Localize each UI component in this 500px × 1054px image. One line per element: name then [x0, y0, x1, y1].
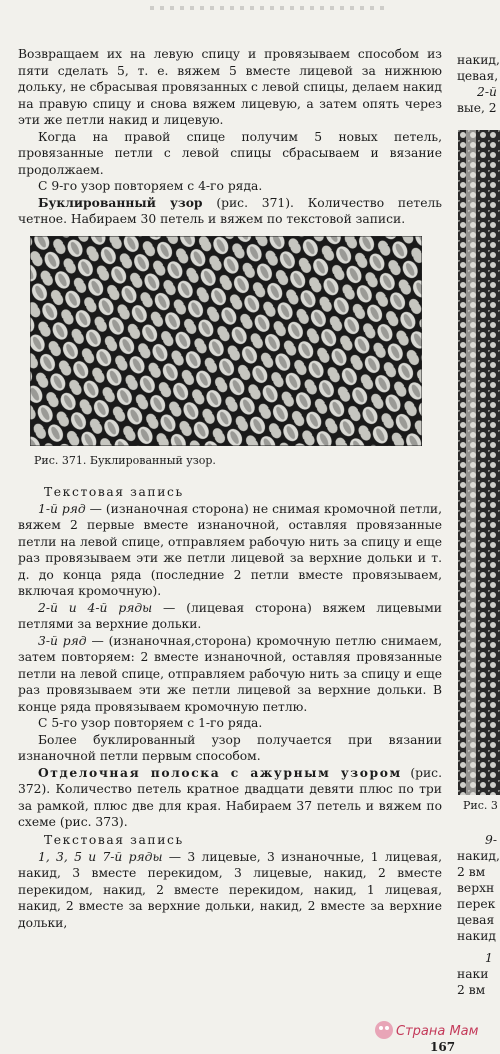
right-line-9: перек — [457, 897, 496, 911]
row-1-instruction — [18, 501, 442, 600]
row-3-label: 3-й ряд — [38, 633, 87, 648]
row-2-4-instruction — [18, 600, 442, 633]
page-number: 167 — [430, 1040, 456, 1054]
paragraph-more-boucle: Более буклированный узор получается при вязании изнаночной петли первым способом. — [18, 732, 442, 763]
figure-371-caption: Рис. 371. Буклированный узор. — [34, 453, 216, 467]
rows-1-3-5-7-instruction — [18, 849, 442, 932]
paragraph-return-stitches: Возвращаем их на левую спицу и провязываем способом из пяти сделать 5, т. е. вяжем 5 вместе лицевой за нижнюю дольку, не сбрасывая провязанных с левой спицы, делаем накид на правую спицу и снова вяжем лицевую, а затем опять через эти же петли накид и лицевую. — [18, 47, 442, 127]
knit-texture-image — [30, 236, 422, 446]
right-line-13: наки — [457, 967, 489, 981]
watermark-text: Страна Мам — [396, 1024, 479, 1039]
rows-1-3-5-7-text: — 3 лицевые, 3 изнаночные, 1 лицевая, накид, 3 вместе перекидом, 3 лицевые, накид, 2 вместе перекидом, накид, 2 вместе перекидом, накид, 1 лицевая, накид, 2 вместе за верхние дольки, накид, 2 вместе за верхние дольки, — [18, 849, 442, 930]
row-2-4-label: 2-й и 4-й ряды — [38, 600, 153, 615]
boucle-pattern-desc: (рис. 371). Количество петель четное. Набираем 30 петель и вяжем по текстовой записи. — [18, 195, 442, 226]
paragraph-new-loops: Когда на правой спице получим 5 новых петель, провязанные петли с левой спицы сбрасываем и вязание продолжаем. — [18, 129, 442, 177]
paragraph-repeat-from-4: С 9-го узор повторяем с 4-го ряда. — [38, 179, 263, 193]
trim-strip-desc: (рис. 372). Количество петель кратное двадцати девяти плюс по три за рамкой, плюс две для края. Набираем 37 петель и вяжем по схеме (рис. 373). — [18, 765, 442, 829]
figure-371-photo — [30, 236, 422, 446]
boucle-pattern-title: Буклированный узор — [38, 194, 203, 210]
bleed-through-pattern — [0, 0, 440, 40]
section-heading-text-record-2: Текстовая запись — [44, 832, 184, 847]
row-3-instruction — [18, 633, 442, 716]
watermark-logo — [370, 1014, 492, 1046]
adjacent-page-edge — [443, 0, 500, 1054]
right-line-8: верхн — [457, 881, 495, 895]
trim-strip-title: Отделочная полоска с ажурным узором — [38, 764, 402, 780]
row-3-text: — (изнаночная,сторона) кромочную петлю снимаем, затем повторяем: 2 вместе изнаночной, оставляя провязанные петли на левой спице, отправляем рабочую нить за спицу и еще раз провязываем эти же петли лицевой за верхние дольки. В конце ряда провязываем кромочную петлю. — [18, 633, 442, 714]
right-line-6: накид, — [457, 849, 500, 863]
row-1-label: 1-й ряд — [38, 501, 86, 516]
right-line-1: накид, — [457, 53, 500, 67]
rows-1-3-5-7-label: 1, 3, 5 и 7-й ряды — [38, 849, 163, 864]
figure-372-photo-partial — [458, 130, 500, 795]
right-line-5: 9- — [485, 833, 497, 847]
right-line-11: накид — [457, 929, 496, 943]
paragraph-boucle-intro — [18, 195, 442, 228]
right-line-4: вые, 2 — [457, 101, 497, 115]
right-line-7: 2 вм — [457, 865, 486, 879]
row-2-4-text: — (лицевая сторона) вяжем лицевыми петлями за верхние дольки. — [18, 600, 442, 631]
right-line-14: 2 вм — [457, 983, 486, 997]
right-line-3: 2-й — [477, 85, 497, 99]
row-1-text: — (изнаночная сторона) не снимая кромочной петли, вяжем 2 первые вместе изнаночной, оставляя провязанные петли на левой спице, отправляем рабочую нить за спицу и еще раз провязываем эти же петли лицевой за верхние дольки и т. д. до конца ряда (последние 2 петли вместе провязываем, включая кромочную). — [18, 501, 442, 598]
right-line-2: цевая, — [457, 69, 499, 83]
section-heading-text-record: Текстовая запись — [44, 484, 184, 499]
paragraph-repeat-from-1: С 5-го узор повторяем с 1-го ряда. — [38, 716, 263, 730]
paragraph-trim-strip — [18, 765, 442, 831]
right-line-10: цевая — [457, 913, 495, 927]
right-line-12: 1 — [485, 951, 493, 965]
right-fig-caption: Рис. 3 — [463, 799, 498, 812]
main-column — [18, 46, 442, 931]
